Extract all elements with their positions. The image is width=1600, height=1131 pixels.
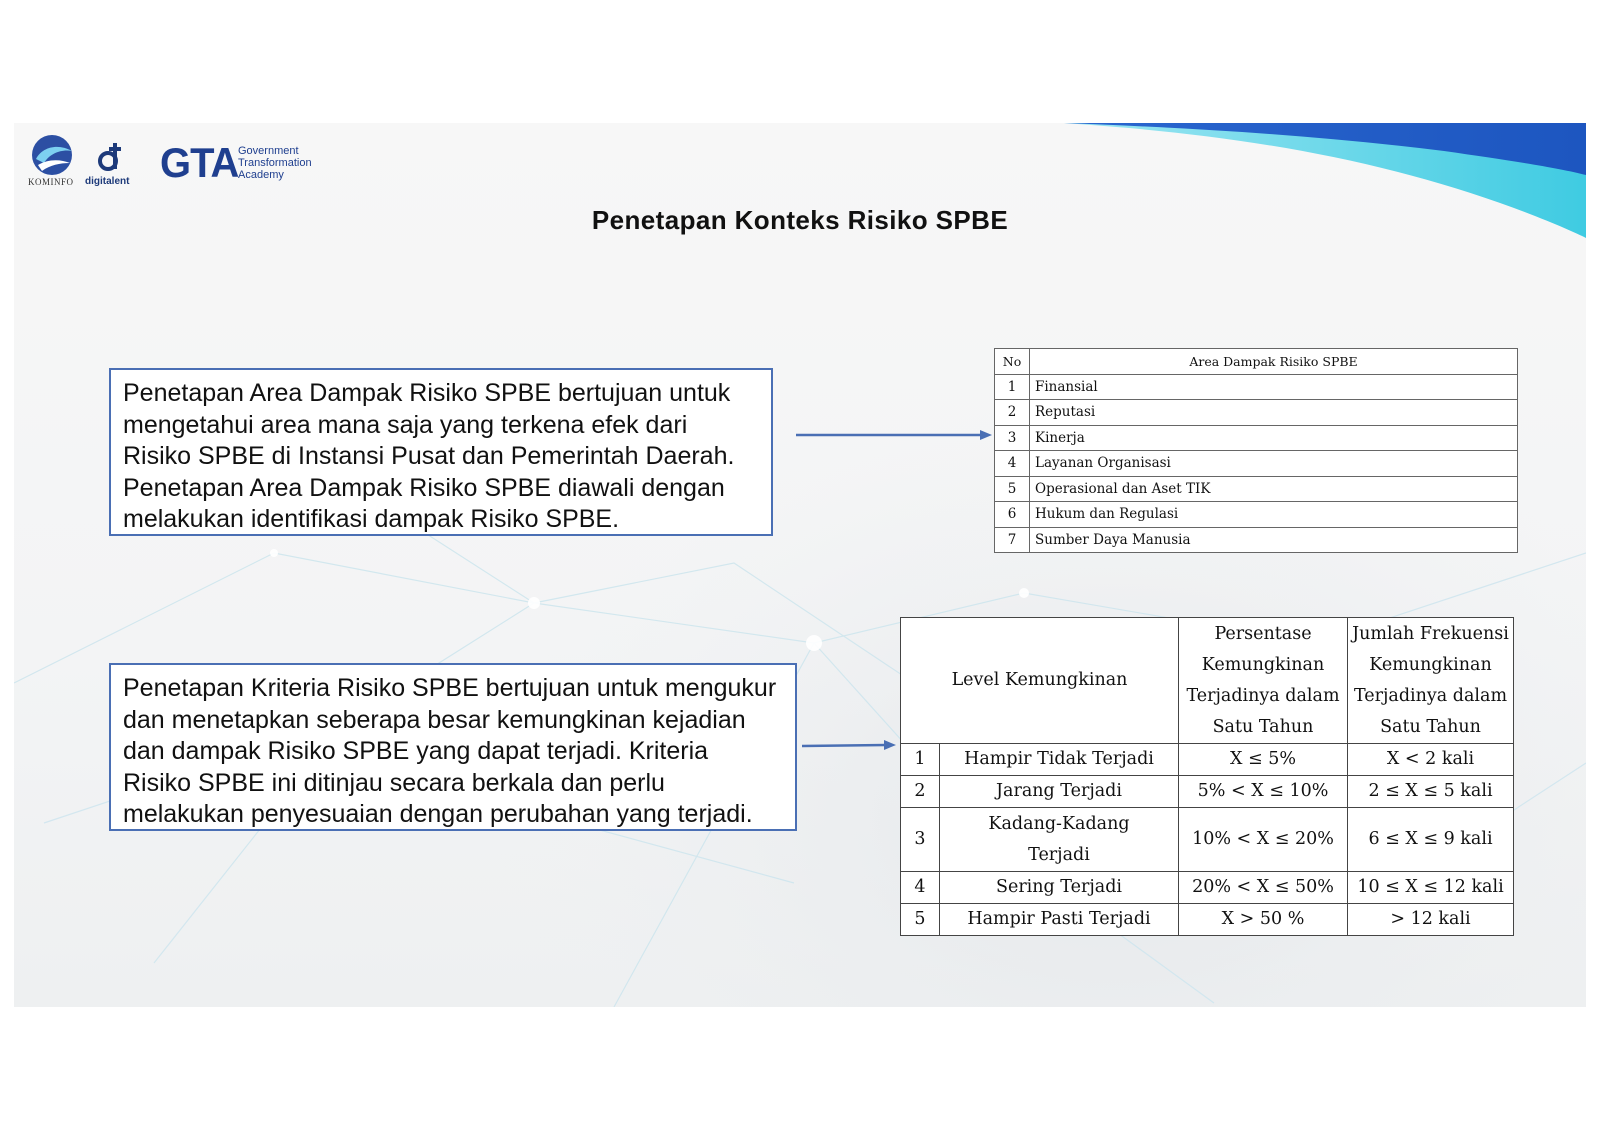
- table-row: [901, 872, 1514, 904]
- gta-sub-line: Transformation: [238, 157, 312, 169]
- table-row: [901, 808, 1514, 872]
- gta-sub-line: Government: [238, 145, 299, 157]
- table-row: [995, 451, 1518, 477]
- cell-no: 3: [995, 425, 1030, 451]
- cell-area: Layanan Organisasi: [1030, 451, 1518, 477]
- kriteria-kemungkinan-table: [900, 617, 1514, 936]
- cell-level-name: Kadang-Kadang Terjadi: [940, 808, 1179, 872]
- cell-level-no: 1: [901, 744, 940, 776]
- cell-frekuensi: X < 2 kali: [1348, 744, 1514, 776]
- table-row: [901, 744, 1514, 776]
- table-header-row: [995, 349, 1518, 375]
- cell-area: Hukum dan Regulasi: [1030, 502, 1518, 528]
- area-dampak-table: [994, 348, 1518, 553]
- gta-logo-text: GTA: [160, 139, 239, 186]
- table-row: [995, 476, 1518, 502]
- cell-frekuensi: 10 ≤ X ≤ 12 kali: [1348, 872, 1514, 904]
- cell-frekuensi: > 12 kali: [1348, 904, 1514, 936]
- cell-level-name: Jarang Terjadi: [940, 776, 1179, 808]
- cell-level-no: 3: [901, 808, 940, 872]
- column-header-frekuensi: Jumlah Frekuensi Kemungkinan Terjadinya dalam Satu Tahun: [1348, 618, 1514, 744]
- table-row: [995, 527, 1518, 553]
- table-row: [995, 374, 1518, 400]
- cell-frekuensi: 6 ≤ X ≤ 9 kali: [1348, 808, 1514, 872]
- table-row: [995, 502, 1518, 528]
- column-header-no: No: [995, 349, 1030, 375]
- gta-sub-line: Academy: [238, 169, 284, 181]
- cell-persentase: X > 50 %: [1179, 904, 1348, 936]
- kominfo-logo-text: KOMINFO: [28, 177, 74, 187]
- table-row: [995, 425, 1518, 451]
- slide: [14, 123, 1586, 1007]
- cell-area: Sumber Daya Manusia: [1030, 527, 1518, 553]
- cell-no: 1: [995, 374, 1030, 400]
- kriteria-risiko-description: Penetapan Kriteria Risiko SPBE bertujuan untuk mengukur dan menetapkan seberapa besar kemungkinan kejadian dan dampak Risiko SPBE yang dapat terjadi. Kriteria Risiko SPBE ini ditinjau secara berkala dan perlu melakukan penyesuaian dengan perubahan yang terjadi.: [109, 663, 797, 831]
- cell-level-name: Hampir Tidak Terjadi: [940, 744, 1179, 776]
- cell-no: 5: [995, 476, 1030, 502]
- cell-no: 6: [995, 502, 1030, 528]
- cell-area: Kinerja: [1030, 425, 1518, 451]
- cell-level-no: 4: [901, 872, 940, 904]
- column-header-area: Area Dampak Risiko SPBE: [1030, 349, 1518, 375]
- cell-persentase: 5% < X ≤ 10%: [1179, 776, 1348, 808]
- slide-title: Penetapan Konteks Risiko SPBE: [591, 205, 1009, 235]
- table-row: [901, 776, 1514, 808]
- cell-frekuensi: 2 ≤ X ≤ 5 kali: [1348, 776, 1514, 808]
- table-row: [995, 400, 1518, 426]
- cell-no: 4: [995, 451, 1030, 477]
- cell-level-no: 2: [901, 776, 940, 808]
- arrow-to-criteria-table-icon: [800, 735, 900, 755]
- cell-persentase: X ≤ 5%: [1179, 744, 1348, 776]
- column-header-level: Level Kemungkinan: [901, 618, 1179, 744]
- cell-persentase: 20% < X ≤ 50%: [1179, 872, 1348, 904]
- table-header-row: [901, 618, 1514, 744]
- table-row: [901, 904, 1514, 936]
- gta-logo-subtitle: [238, 145, 312, 181]
- digitalent-logo-text: digitalent: [85, 176, 130, 187]
- cell-level-name: Sering Terjadi: [940, 872, 1179, 904]
- cell-area: Operasional dan Aset TIK: [1030, 476, 1518, 502]
- cell-persentase: 10% < X ≤ 20%: [1179, 808, 1348, 872]
- cell-level-no: 5: [901, 904, 940, 936]
- cell-area: Finansial: [1030, 374, 1518, 400]
- cell-level-name: Hampir Pasti Terjadi: [940, 904, 1179, 936]
- cell-no: 2: [995, 400, 1030, 426]
- cell-no: 7: [995, 527, 1030, 553]
- arrow-to-area-table-icon: [794, 425, 994, 445]
- area-dampak-description: Penetapan Area Dampak Risiko SPBE bertujuan untuk mengetahui area mana saja yang terkena efek dari Risiko SPBE di Instansi Pusat dan Pemerintah Daerah. Penetapan Area Dampak Risiko SPBE diawali dengan melakukan identifikasi dampak Risiko SPBE.: [109, 368, 773, 536]
- cell-area: Reputasi: [1030, 400, 1518, 426]
- column-header-persentase: Persentase Kemungkinan Terjadinya dalam Satu Tahun: [1179, 618, 1348, 744]
